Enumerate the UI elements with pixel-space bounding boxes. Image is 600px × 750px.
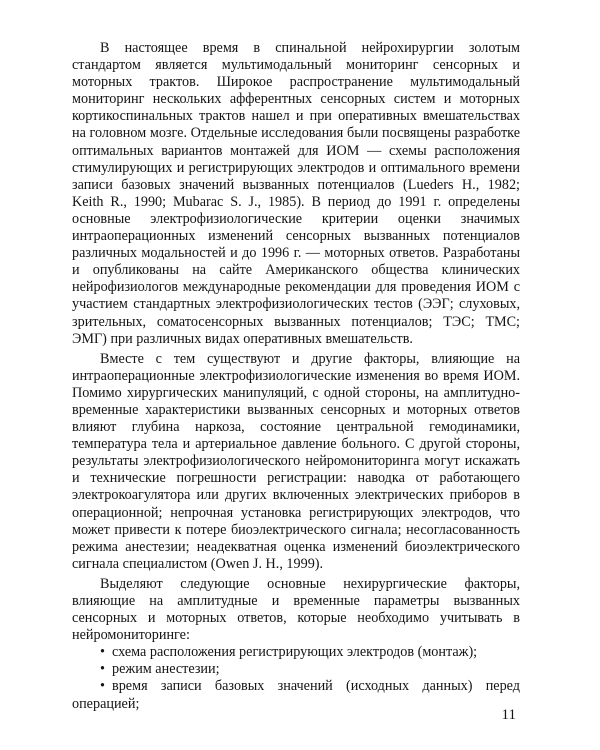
list-item-text: время записи базовых значений (исходных данных) перед операцией; bbox=[72, 678, 520, 712]
paragraph-3: Выделяют следующие основные нехирургические факторы, влияющие на амплитудные и временные параметры вызванных сенсорных и моторных ответов, которые необходимо учитывать в нейромониторинге: bbox=[72, 575, 520, 644]
bullet-icon: • bbox=[100, 678, 105, 695]
list-item-text: режим анестезии; bbox=[112, 661, 220, 678]
bullet-icon: • bbox=[100, 661, 105, 678]
bullet-icon: • bbox=[100, 644, 105, 661]
paragraph-2: Вместе с тем существуют и другие факторы, влияющие на интраоперационные электрофизиологические изменения во время ИОМ. Помимо хирургических манипуляций, с одной стороны, на амплитудно-временные характеристики вызванных сенсорных и моторных ответов влияют глубина наркоза, состояние центральной гемодинамики, температура тела и артериальное давление больного. С другой стороны, результаты электрофизиологического нейромониторинга могут искажать и технические погрешности регистрации: наводка от работающего электрокоагулятора или других включенных электрических приборов в операционной; непрочная установка регистрирующих электродов, что может привести к потере биоэлектрического сигнала; несогласованность режима анестезии; неадекватная оценка изменений биоэлектрического сигнала специалистом (Owen J. H., 1999). bbox=[72, 350, 520, 572]
factor-list bbox=[72, 644, 520, 712]
list-item bbox=[72, 644, 520, 661]
list-item-text: схема расположения регистрирующих электродов (монтаж); bbox=[112, 644, 478, 661]
list-item bbox=[72, 678, 520, 712]
paragraph-1: В настоящее время в спинальной нейрохирургии золотым стандартом является мультимодальный мониторинг сенсорных и моторных трактов. Широкое распространение мультимодальный мониторинг нескольких афферентных сенсорных систем и моторных кортикоспинальных трактов нашел и при оперативных вмешательствах на головном мозге. Отдельные исследования были посвящены разработке оптимальных вариантов монтажей для ИОМ — схемы расположения стимулирующих и регистрирующих электродов и оптимального времени записи базовых значений вызванных потенциалов (Lueders H., 1982; Keith R., 1990; Mubarac S. J., 1985). В период до 1991 г. определены основные электрофизиологические критерии оценки значимых интраоперационных изменений сенсорных вызванных потенциалов различных модальностей и до 1996 г. — моторных ответов. Разработаны и опубликованы на сайте Американского общества клинических нейрофизиологов международные рекомендации для проведения ИОМ с участием стандартных электрофизиологических тестов (ЭЭГ; слуховых, зрительных, соматосенсорных вызванных потенциалов; ТЭС; ТМС; ЭМГ) при различных видах оперативных вмешательств. bbox=[72, 40, 520, 347]
list-item bbox=[72, 661, 520, 678]
page-body bbox=[72, 40, 520, 713]
page-number: 11 bbox=[501, 707, 516, 723]
